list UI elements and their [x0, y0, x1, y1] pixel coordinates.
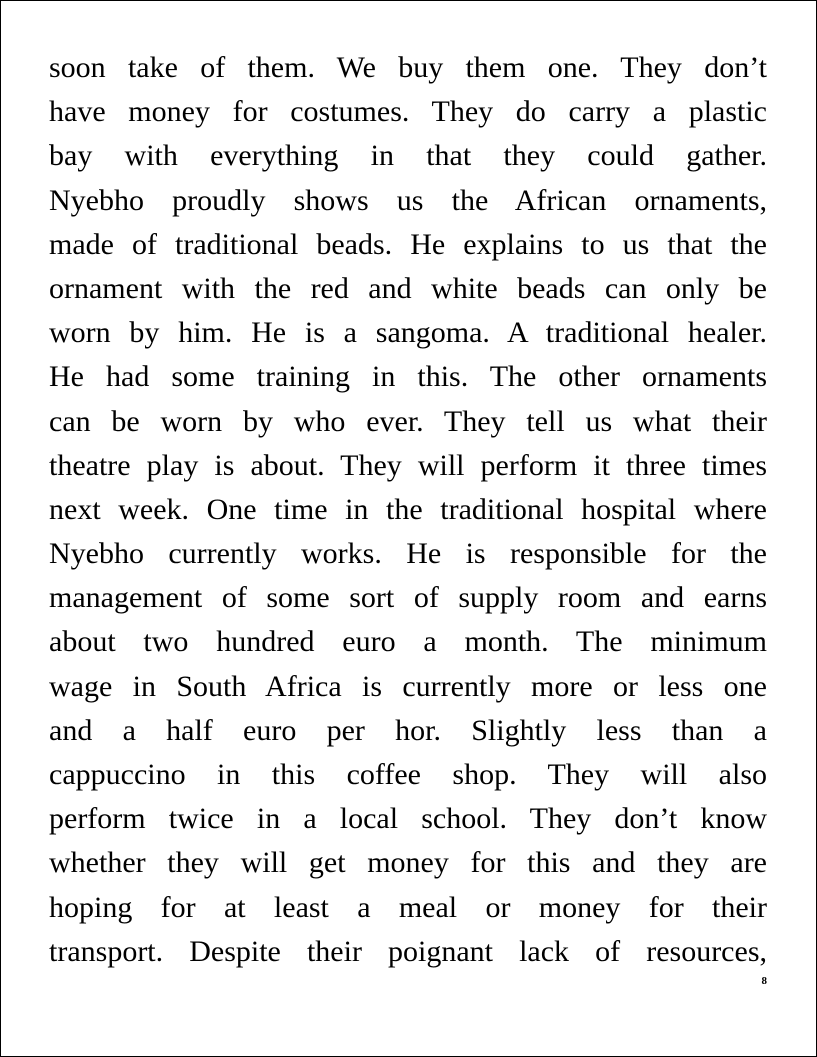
text-line: about two hundred euro a month. The minimum: [49, 625, 767, 659]
text-line: and a half euro per hor. Slightly less than a: [49, 713, 767, 747]
text-line: ornament with the red and white beads can only be: [49, 271, 767, 305]
body-text: [49, 46, 767, 974]
text-line: management of some sort of supply room and earns: [49, 581, 767, 615]
text-line: Nyebho currently works. He is responsible for the: [49, 537, 767, 571]
text-line: worn by him. He is a sangoma. A traditional healer.: [49, 316, 767, 350]
text-line: perform twice in a local school. They don’t know: [49, 802, 767, 836]
text-line: transport. Despite their poignant lack of resources,: [49, 934, 767, 968]
text-line: bay with everything in that they could gather.: [49, 139, 767, 173]
text-line: have money for costumes. They do carry a plastic: [49, 95, 767, 129]
text-line: cappuccino in this coffee shop. They will also: [49, 758, 767, 791]
text-line: can be worn by who ever. They tell us what their: [49, 404, 767, 438]
text-line: He had some training in this. The other ornaments: [49, 360, 767, 394]
text-line: hoping for at least a meal or money for their: [49, 890, 767, 924]
text-line: soon take of them. We buy them one. They don’t: [49, 51, 767, 84]
text-line: next week. One time in the traditional hospital where: [49, 492, 767, 526]
text-line: wage in South Africa is currently more or less one: [49, 669, 767, 703]
text-line: theatre play is about. They will perform it three times: [49, 448, 767, 482]
page-number: 8: [761, 975, 767, 987]
text-line: whether they will get money for this and they are: [49, 846, 767, 880]
text-line: made of traditional beads. He explains to us that the: [49, 227, 767, 261]
text-line: Nyebho proudly shows us the African ornaments,: [49, 183, 767, 217]
